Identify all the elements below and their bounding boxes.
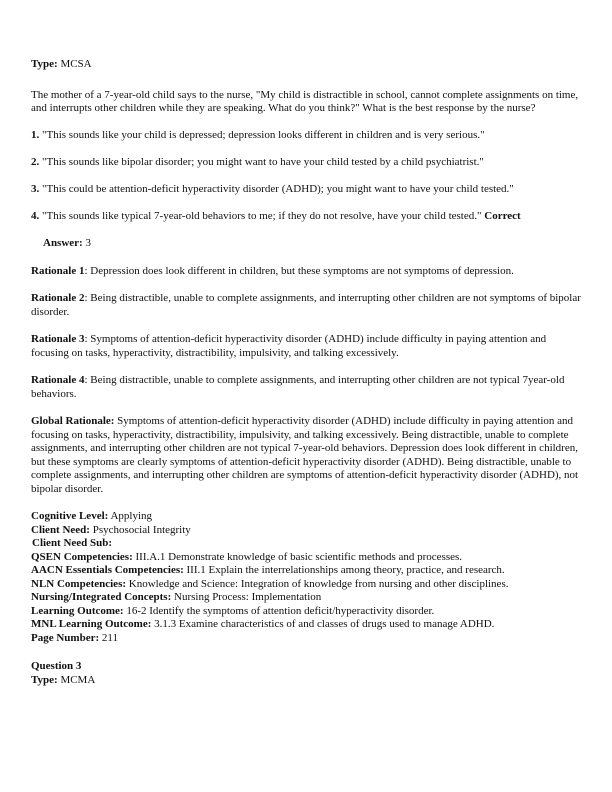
option-2 <box>31 156 583 170</box>
meta-client-need <box>31 524 583 538</box>
global-rationale-text: Symptoms of attention-deficit hyperactivity disorder (ADHD) include difficulty in paying attention and focusing on tasks, hyperactivity, distractibility, impulsivity, and talking excessively. Being distractible, unable to complete assignments, and interrupting other children are not typical 7-year-old behaviors. Depression does look different in children, but these symptoms are clearly symptoms of attention-deficit hyperactivity disorder (ADHD). Being distractible, unable to complete assignments, and interrupting other children are symptoms of attention-deficit hyperactivity disorder (ADHD), not bipolar disorder. <box>31 415 579 495</box>
next-question-type <box>31 674 583 688</box>
meta-mnl-outcome <box>31 618 583 632</box>
meta-label: AACN Essentials Competencies: <box>31 564 184 576</box>
rationale-text: : Being distractible, unable to complete assignments, and interrupting other children are not symptoms of bipolar disorder. <box>31 292 581 318</box>
meta-value: Psychosocial Integrity <box>89 523 191 536</box>
meta-value: III.A.1 Demonstrate knowledge of basic scientific methods and processes. <box>132 550 463 563</box>
rationale-label: Rationale 3 <box>31 333 85 345</box>
option-number: 3. <box>31 182 40 195</box>
option-text: "This sounds like typical 7-year-old behaviors to me; if they do not resolve, have your child tested." <box>42 209 482 222</box>
meta-client-need-sub <box>31 537 583 551</box>
meta-nln <box>31 578 583 592</box>
meta-label: MNL Learning Outcome: <box>31 618 152 630</box>
meta-qsen <box>31 551 583 565</box>
rationale-3 <box>31 333 583 360</box>
option-text: "This sounds like bipolar disorder; you might want to have your child tested by a child psychiatrist." <box>42 155 484 168</box>
meta-label: NLN Competencies: <box>31 577 127 590</box>
meta-label: Nursing/Integrated Concepts: <box>31 591 172 603</box>
type-value: MCMA <box>60 673 96 686</box>
type-label: Type: <box>31 673 58 686</box>
option-1 <box>31 129 583 143</box>
option-4 <box>31 210 583 224</box>
question-type <box>31 58 583 72</box>
option-number: 2. <box>31 155 40 168</box>
meta-value: Applying <box>108 510 152 522</box>
type-value: MCSA <box>60 58 92 70</box>
rationale-text: : Symptoms of attention-deficit hyperactivity disorder (ADHD) include difficulty in paying attention and focusing on tasks, hyperactivity, distractibility, impulsivity, and talking excessively. <box>31 333 547 359</box>
rationales <box>31 265 583 402</box>
rationale-4 <box>31 374 583 401</box>
meta-page-number <box>31 632 583 646</box>
meta-value: 211 <box>99 631 118 644</box>
options-list <box>31 129 583 224</box>
meta-cognitive-level <box>31 510 583 524</box>
meta-value: III.1 Explain the interrelationships among theory, practice, and research. <box>183 564 505 576</box>
meta-value: 16-2 Identify the symptoms of attention deficit/hyperactivity disorder. <box>123 604 435 617</box>
meta-label: Client Need: <box>31 523 90 536</box>
type-label: Type: <box>31 58 58 70</box>
meta-label: Client Need Sub: <box>32 537 113 549</box>
document-page <box>31 58 583 687</box>
rationale-2 <box>31 292 583 319</box>
meta-value: Knowledge and Science: Integration of knowledge from nursing and other disciplines. <box>126 577 509 590</box>
meta-label: QSEN Competencies: <box>31 550 133 563</box>
rationale-label: Rationale 2 <box>31 292 85 304</box>
meta-learning-outcome <box>31 605 583 619</box>
option-text: "This could be attention-deficit hyperactivity disorder (ADHD); you might want to have your child tested." <box>42 182 514 195</box>
question-stem: The mother of a 7-year-old child says to the nurse, "My child is distractible in school, cannot complete assignments on time, and interrupts other children while they are speaking. What do you think?" What is the best response by the nurse? <box>31 88 579 114</box>
option-number: 1. <box>31 128 40 141</box>
next-question <box>31 660 583 687</box>
correct-mark: Correct <box>484 209 521 222</box>
meta-label: Cognitive Level: <box>31 510 109 522</box>
question-title: Question 3 <box>31 660 82 672</box>
answer-value: 3 <box>85 237 91 249</box>
global-rationale <box>31 415 583 496</box>
next-question-title <box>31 660 583 674</box>
meta-label: Page Number: <box>31 631 100 644</box>
rationale-text: : Depression does look different in children, but these symptoms are not symptoms of depression. <box>84 264 514 277</box>
meta-aacn <box>31 564 583 578</box>
rationale-text: : Being distractible, unable to complete assignments, and interrupting other children are not typical 7year-old behaviors. <box>31 374 565 400</box>
option-text: "This sounds like your child is depressed; depression looks different in children and is very serious." <box>42 128 485 141</box>
answer-label: Answer: <box>43 237 83 249</box>
rationale-label: Rationale 4 <box>31 374 85 386</box>
question-metadata <box>31 510 583 645</box>
answer-line <box>31 237 583 251</box>
option-3 <box>31 183 583 197</box>
global-rationale-label: Global Rationale: <box>31 415 115 427</box>
rationale-1 <box>31 265 583 279</box>
option-number: 4. <box>31 209 40 222</box>
meta-value: Nursing Process: Implementation <box>171 591 322 603</box>
meta-value: 3.1.3 Examine characteristics of and classes of drugs used to manage ADHD. <box>151 618 495 630</box>
meta-nursing-concepts <box>31 591 583 605</box>
rationale-label: Rationale 1 <box>31 264 85 277</box>
meta-label: Learning Outcome: <box>31 604 124 617</box>
